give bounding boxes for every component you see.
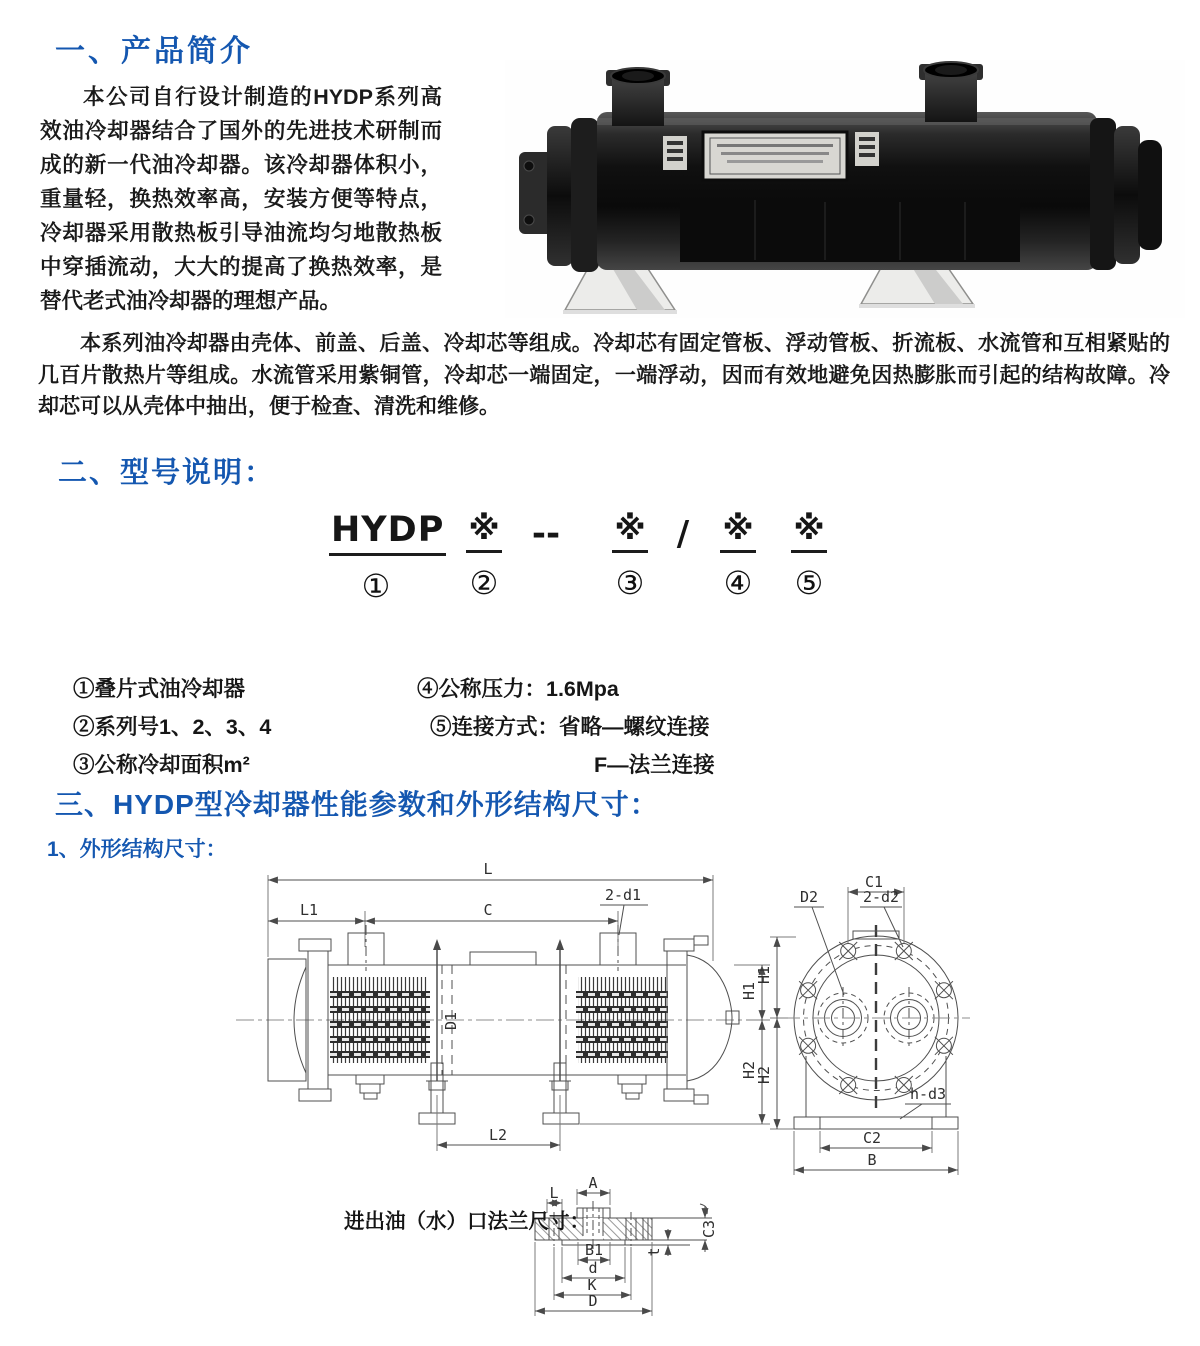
dim-L2-label: L2 [488, 1126, 508, 1144]
model-col-1 [329, 510, 445, 605]
model-col-2 [462, 509, 506, 602]
intro-paragraph: 本公司自行设计制造的HYDP系列高效油冷却器结合了国外的先进技术研制而成的新一代油冷却器。该冷却器体积小，重量轻，换热效率高，安装方便等特点，冷却器采用散热板引导油流均匀地散热板中穿插流动，大大的提高了换热效率，是替代老式油冷却器的理想产品。 [40, 85, 442, 313]
model-star-4: ※ [720, 512, 755, 553]
section1-title: 一、产品简介 [55, 35, 253, 68]
left-flange-disc [547, 126, 573, 266]
rear-bonnet [687, 955, 732, 1081]
section3-subtitle: 1、外形结构尺寸： [47, 838, 227, 861]
dimension-drawings [0, 855, 1200, 1346]
right-fin-block [578, 977, 666, 1063]
dim-L1-label: L1 [299, 901, 319, 919]
dim-2d1-label: 2-d1 [604, 886, 642, 904]
flange-note-label: 进出油（水）口法兰尺寸： [344, 1210, 590, 1233]
legend-item-4: ④公称压力：1.6Mpa [417, 677, 619, 701]
dim-t-label: t [645, 1247, 663, 1257]
left-fin-block [332, 977, 428, 1063]
dim-D2-label: D2 [799, 888, 819, 906]
dim-2d2-label: 2-d2 [862, 888, 900, 906]
base-plate [794, 1117, 958, 1129]
dim-A-label: A [588, 1174, 598, 1192]
dim-d-label: d [588, 1259, 598, 1277]
model-col-4 [716, 509, 760, 602]
dim-B-label: B [867, 1151, 877, 1169]
dim-B1-label: B1 [584, 1241, 604, 1259]
model-slash: / [676, 514, 690, 554]
dim-hd3-label: h-d3 [909, 1085, 947, 1103]
circle-3: ③ [615, 563, 645, 602]
model-star-2: ※ [466, 512, 501, 553]
model-code-diagram [0, 509, 1200, 620]
tube-band [680, 198, 1020, 262]
model-dash: -- [531, 514, 561, 554]
section3-title: 三、HYDP型冷却器性能参数和外形结构尺寸： [55, 789, 659, 820]
dim-C-label: C [483, 901, 493, 919]
dim-C3-label: C3 [700, 1219, 718, 1239]
legend-item-5: ⑤连接方式：省略—螺纹连接 [430, 715, 710, 739]
product-photo [505, 60, 1185, 318]
model-col-3 [608, 509, 652, 602]
dim-H1-side-label: H1 [740, 981, 758, 1001]
model-star-3: ※ [612, 512, 647, 553]
circle-1: ① [361, 566, 391, 605]
dim-H2-side-label: H2 [740, 1060, 758, 1080]
legend-item-3: ③公称冷却面积m² [73, 753, 250, 777]
circle-5: ⑤ [794, 563, 824, 602]
dim-K-label: K [587, 1276, 597, 1294]
right-flange-disc [1090, 118, 1116, 270]
composition-paragraph: 本系列油冷却器由壳体、前盖、后盖、冷却芯等组成。冷却芯有固定管板、浮动管板、折流板、水流管和互相紧贴的几百片散热片等组成。水流管采用紫铜管，冷却芯一端固定，一端浮动，因而有效地避免因热膨胀而引起的结构故障。冷却芯可以从壳体中抽出，便于检查、清洗和维修。 [38, 332, 1170, 418]
circle-2: ② [469, 563, 499, 602]
legend-item-2: ②系列号1、2、3、4 [73, 715, 272, 739]
model-col-5 [786, 509, 832, 602]
dim-H1-end-label: H1 [755, 965, 773, 985]
dim-D-label: D [588, 1292, 598, 1310]
section2-title: 二、型号说明： [58, 457, 276, 489]
middle-boss [470, 952, 536, 965]
legend-item-1: ①叠片式油冷却器 [73, 677, 246, 701]
flange-detail-drawing [535, 1189, 712, 1316]
dim-H2-end-label: H2 [755, 1065, 773, 1085]
dim-D1-label: D1 [442, 1011, 460, 1031]
dim-L-label: L [483, 860, 493, 878]
circle-4: ④ [723, 563, 753, 602]
model-prefix: HYDP [329, 512, 446, 556]
legend-item-f: F—法兰连接 [594, 753, 715, 777]
model-star-5: ※ [791, 512, 826, 553]
dim-C2-label: C2 [862, 1129, 882, 1147]
dim-Lf-label: L [549, 1184, 559, 1202]
dim-C1-label: C1 [864, 873, 884, 891]
